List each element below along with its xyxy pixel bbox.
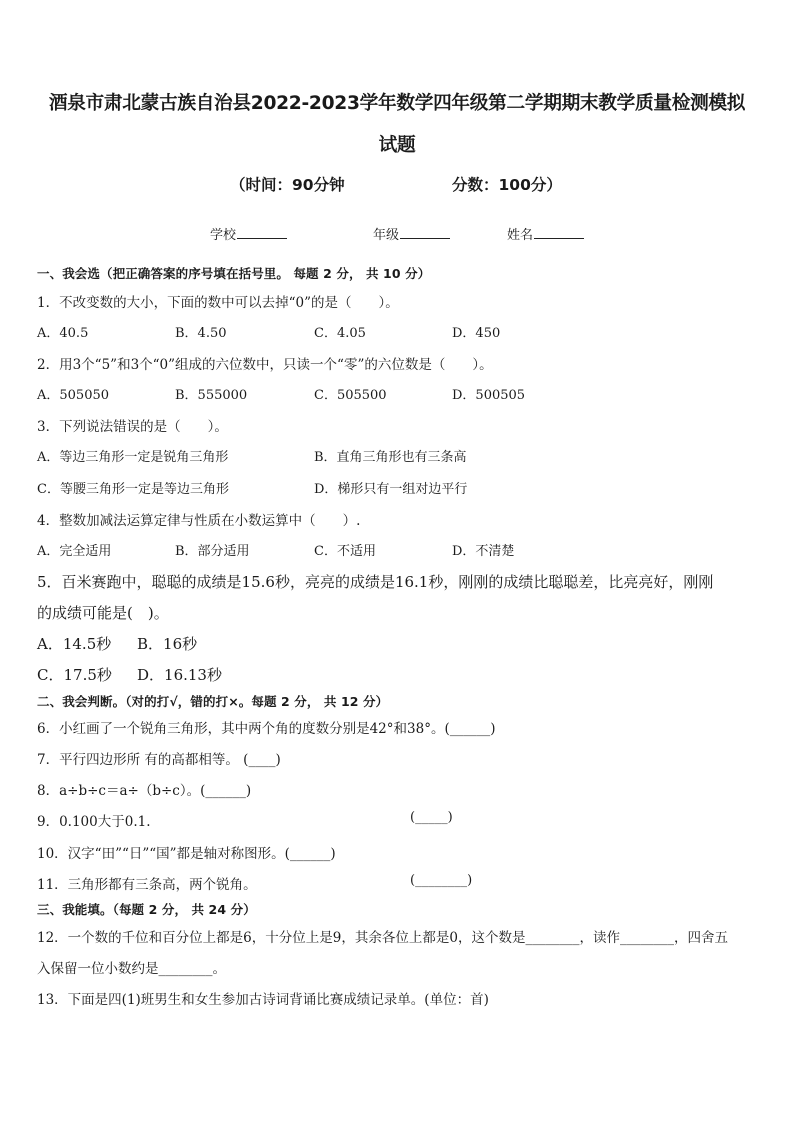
- question-1-stem: 1．不改变数的大小，下面的数中可以去掉“0”的是（ ）。: [37, 295, 399, 311]
- question-9-answer-blank[interactable]: (_____): [410, 810, 453, 825]
- section-heading-fill: 三、我能填。（每题 2 分， 共 24 分）: [37, 902, 256, 917]
- grade-label: 年级: [373, 228, 400, 243]
- time-limit: （时间：90分钟: [230, 176, 345, 194]
- question-5-stem-continued: 的成绩可能是( )。: [37, 604, 169, 622]
- question-4-option-c[interactable]: C．不适用: [314, 544, 376, 559]
- total-score: 分数：100分）: [452, 176, 562, 194]
- question-3-option-d[interactable]: D．梯形只有一组对边平行: [314, 482, 468, 497]
- question-12-stem-continued[interactable]: 入保留一位小数约是________。: [37, 961, 226, 977]
- question-1-option-c[interactable]: C．4.05: [314, 326, 366, 341]
- question-5-option-a[interactable]: A．14.5秒: [37, 635, 112, 653]
- question-2-stem: 2．用3个“5”和3个“0”组成的六位数中，只读一个“零”的六位数是（ ）。: [37, 357, 493, 373]
- question-1-option-a[interactable]: A．40.5: [37, 326, 89, 341]
- question-4-option-a[interactable]: A．完全适用: [37, 544, 112, 559]
- name-label: 姓名: [507, 228, 534, 243]
- question-5-stem: 5．百米赛跑中，聪聪的成绩是15.6秒，亮亮的成绩是16.1秒，刚刚的成绩比聪聪差，比亮亮好，刚刚: [37, 573, 714, 591]
- grade-field[interactable]: [373, 224, 450, 243]
- question-4-stem: 4．整数加减法运算定律与性质在小数运算中（ ）.: [37, 513, 361, 529]
- question-2-option-c[interactable]: C．505500: [314, 388, 387, 403]
- question-7[interactable]: 7．平行四边形所 有的高都相等。 (____): [37, 752, 281, 768]
- school-field[interactable]: [210, 224, 287, 243]
- question-10[interactable]: 10．汉字“田”“日”“国”都是轴对称图形。(______): [37, 846, 336, 862]
- question-1-option-b[interactable]: B．4.50: [175, 326, 227, 341]
- name-field[interactable]: [507, 224, 584, 243]
- grade-blank[interactable]: [400, 226, 450, 239]
- school-label: 学校: [210, 228, 237, 243]
- question-11-stem: 11．三角形都有三条高，两个锐角。: [37, 877, 257, 893]
- question-9-stem: 9．0.100大于0.1.: [37, 814, 151, 830]
- name-blank[interactable]: [534, 226, 584, 239]
- question-4-option-b[interactable]: B．部分适用: [175, 544, 250, 559]
- question-6[interactable]: 6．小红画了一个锐角三角形，其中两个角的度数分别是42°和38°。(______): [37, 721, 496, 737]
- question-12-stem[interactable]: 12．一个数的千位和百分位上都是6，十分位上是9，其余各位上都是0，这个数是________，读作________，四舍五: [37, 930, 728, 946]
- exam-title-continued: 试题: [378, 135, 416, 156]
- question-1-option-d[interactable]: D．450: [452, 326, 501, 341]
- question-5-option-d[interactable]: D．16.13秒: [137, 666, 222, 684]
- question-2-option-b[interactable]: B．555000: [175, 388, 248, 403]
- question-4-option-d[interactable]: D．不清楚: [452, 544, 515, 559]
- question-3-option-a[interactable]: A．等边三角形一定是锐角三角形: [37, 450, 229, 465]
- question-3-option-b[interactable]: B．直角三角形也有三条高: [314, 450, 467, 465]
- question-5-option-b[interactable]: B．16秒: [137, 635, 198, 653]
- question-5-option-c[interactable]: C．17.5秒: [37, 666, 112, 684]
- question-3-stem: 3．下列说法错误的是（ ）。: [37, 419, 228, 435]
- question-2-option-d[interactable]: D．500505: [452, 388, 526, 403]
- school-blank[interactable]: [237, 226, 287, 239]
- section-heading-judge: 二、我会判断。（对的打√，错的打×。每题 2 分， 共 12 分）: [37, 694, 389, 709]
- exam-title: 酒泉市肃北蒙古族自治县2022-2023学年数学四年级第二学期期末教学质量检测模拟: [48, 93, 746, 114]
- question-11-answer-blank[interactable]: (________): [410, 873, 473, 888]
- question-13-stem: 13．下面是四(1)班男生和女生参加古诗词背诵比赛成绩记录单。(单位：首): [37, 992, 489, 1008]
- question-2-option-a[interactable]: A．505050: [37, 388, 110, 403]
- question-8[interactable]: 8．a÷b÷c＝a÷（b÷c）。(______): [37, 783, 252, 799]
- question-3-option-c[interactable]: C．等腰三角形一定是等边三角形: [37, 482, 229, 497]
- section-heading-choice: 一、我会选（把正确答案的序号填在括号里。 每题 2 分， 共 10 分）: [37, 266, 431, 281]
